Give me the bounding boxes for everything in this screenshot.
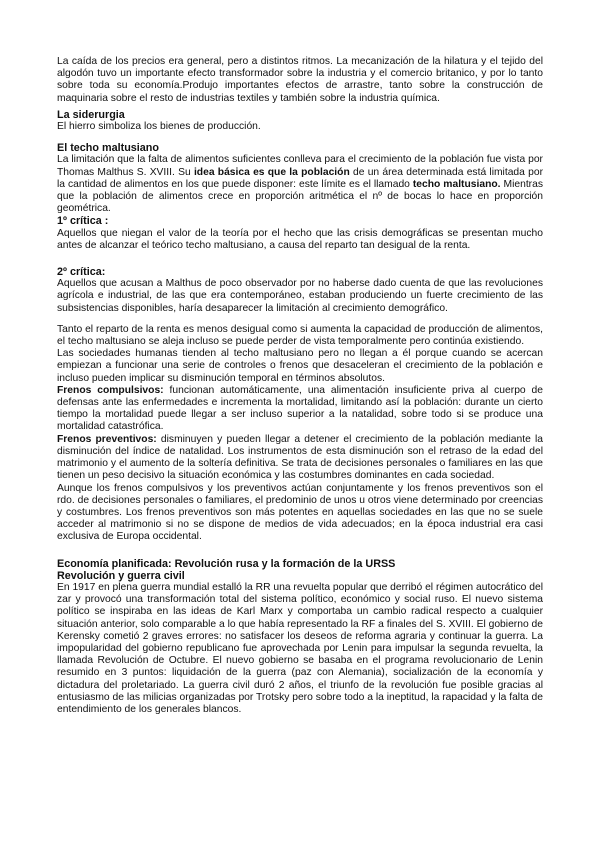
paragraph-critica-2: Aquellos que acusan a Malthus de poco observador por no haberse dado cuenta de que las revoluciones agrícola e industrial, de las que era contemporáneo, estaban produciendo un fuerte crecimiento de las subsistencias disponibles, haría desaparecer la limitación al crecimiento demográfico. (57, 278, 543, 314)
heading-critica-2: 2º crítica: (57, 266, 106, 279)
paragraph-siderurgia: El hierro simboliza los bienes de producción. (57, 121, 261, 133)
heading-techo-maltusiano: El techo maltusiano (57, 142, 159, 155)
frenos-preventivos-label: Frenos preventivos: (57, 433, 157, 445)
techo-text-a: La limitación que la falta de alimentos suficientes conlleva para el crecimiento de la población fue vista por Thomas Malthus S. XVIII. Su (57, 154, 543, 178)
frenos-preventivos-text: disminuyen y pueden llegar a detener el crecimiento de la población mediante la disminución del índice de natalidad. Los instrumentos de esta disminución son el retraso de la edad del matrimonio y el aumento de la soltería definitiva. Se trata de decisiones personales o familiares en las que tienen un peso decisivo la situación económica y las costumbres dominantes en cada sociedad. (57, 433, 543, 482)
techo-text-c: de un área determinada está limitada por la cantidad de alimentos en los que puede disponer: este límite es el llamado (57, 166, 544, 190)
paragraph-techo-maltusiano (57, 154, 543, 215)
paragraph-aunque: Aunque los frenos compulsivos y los preventivos actúan conjuntamente y los frenos preventivos son el rdo. de decisiones personales o familiares, el predominio de unos u otros viene determinado por creencias y costumbres. Los frenos preventivos son más potentes en aquellas sociedades en las que no se suele acceder al matrimonio si no se dispone de medios de vida adecuados; en la época industrial era casi exclusiva de Europa occidental. (57, 482, 543, 543)
heading-siderurgia: La siderurgia (57, 108, 125, 121)
frenos-compulsivos-text: funcionan automáticamente, una alimentación insuficiente priva al cuerpo de defensas ante las enfermedades e incrementa la mortalidad, limitando así la población: durante un cierto tiempo la mortalidad puede llegar a ser incluso superior a la natalidad, sobre todo si se produce una mortalidad catastrófica. (57, 384, 543, 433)
heading-critica-1: 1º crítica : (57, 215, 109, 228)
paragraph-precios: La caída de los precios era general, pero a distintos ritmos. La mecanización de la hilatura y el tejido del algodón tuvo un importante efecto transformador sobre la industria y el comercio britanico, y por lo tanto sobre toda su economía.Produjo importantes efectos de arrastre, tanto sobre la construcción de maquinaria sobre el resto de industrias textiles y también sobre la industria química. (57, 56, 543, 104)
techo-bold-term: techo maltusiano. (412, 178, 501, 190)
frenos-compulsivos-label: Frenos compulsivos: (57, 384, 164, 396)
document-page (57, 56, 543, 716)
paragraph-reparto: Tanto el reparto de la renta es menos desigual como si aumenta la capacidad de producción de alimentos, el techo maltusiano se aleja incluso se puede perder de vista temporalmente pero continúa existiendo. (57, 323, 543, 348)
paragraph-critica-1: Aquellos que niegan el valor de la teoría por el hecho que las crisis demográficas se presentan mucho antes de alcanzar el teórico techo maltusiano, a causa del reparto tan desigual de la renta. (57, 227, 543, 251)
heading-revolucion-guerra-civil: Revolución y guerra civil (57, 569, 185, 582)
techo-text-d: Mientras que la población de alimentos crece en proporción aritmética el nº de bocas lo hace en proporción geométrica. (57, 178, 543, 215)
techo-bold-idea: idea básica es que la población (193, 166, 350, 178)
paragraph-revolucion: En 1917 en plena guerra mundial estalló la RR una revuelta popular que derribó el régimen autocrático del zar y provocó una transformación total del sistema político, económico y social ruso. El nuevo sistema político se inspiraba en las ideas de Karl Marx y comportaba un cambio radical respecto a cualquier situación anterior, solo comparable a lo que había representado la RF a finales del S. XVIII. El gobierno de Kerensky cometió 2 graves errores: no satisfacer los deseos de reforma agraria y continuar la guerra. La impopularidad del gobierno republicano fue aprovechada por Lenin para impulsar la segunda revuelta, la llamada Revolución de Octubre. El nuevo gobierno se basaba en el programa revolucionario de Lenin resumido en 3 puntos: liquidación de la guerra (paz con Alemania), socialización de la economía y dictadura del proletariado. La guerra civil duró 2 años, el triunfo de la revolución fue posible gracias al entusiasmo de las milicias organizadas por Trotsky pero sobre todo a la ineptitud, la rapacidad y la falta de entendimiento de los generales blancos. (57, 581, 543, 715)
paragraph-frenos-compulsivos (57, 385, 543, 434)
paragraph-sociedades: Las sociedades humanas tienden al techo maltusiano pero no llegan a él porque cuando se acercan empiezan a funcionar una serie de controles o frenos que desaceleran el crecimiento de la población e incluso pueden implicar su disminución temporal en términos absolutos. (57, 348, 543, 384)
paragraph-frenos-preventivos (57, 434, 543, 483)
heading-economia-planificada: Economía planificada: Revolución rusa y la formación de la URSS (57, 557, 396, 570)
